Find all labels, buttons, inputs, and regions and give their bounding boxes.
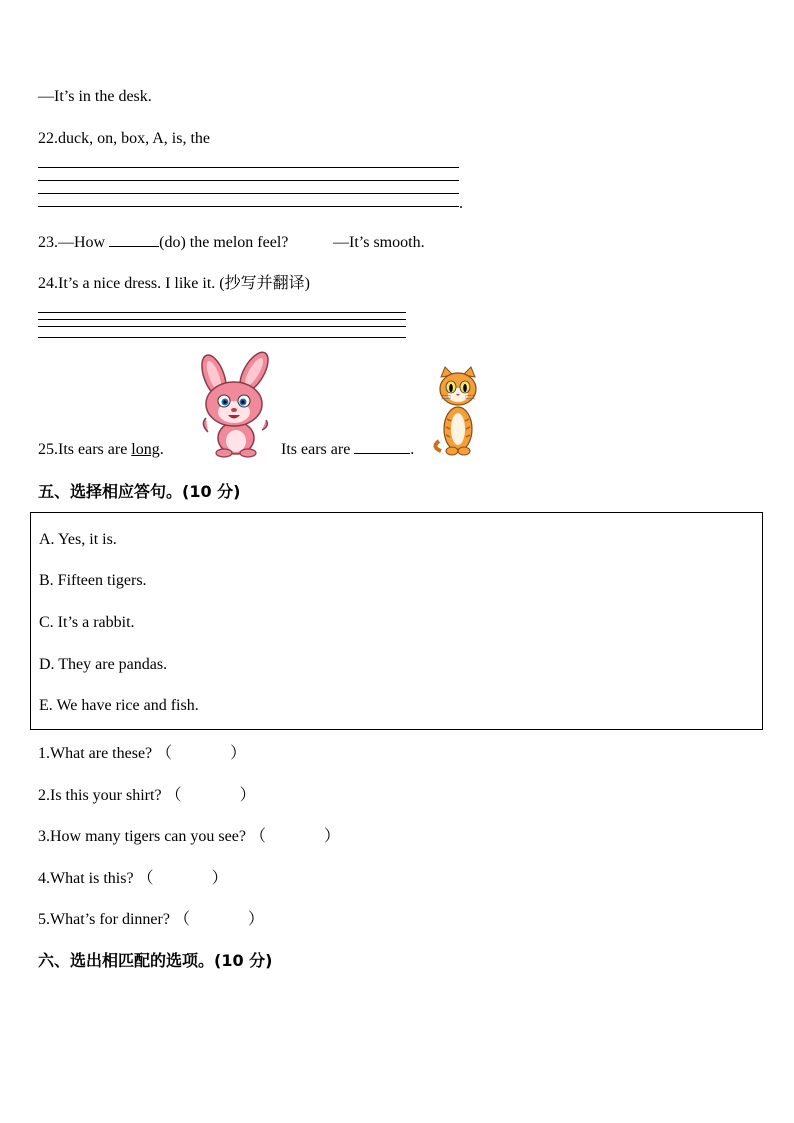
q25-underlined-word: long (131, 441, 160, 458)
question-2-text: 2.Is this your shirt? (38, 787, 162, 804)
question-4-text: 4.What is this? (38, 870, 134, 887)
q23-answer: —It’s smooth. (333, 234, 425, 251)
question-5-answer-bracket[interactable]: （ ） (173, 911, 264, 928)
cat-illustration (433, 367, 483, 459)
q23-answer-blank[interactable] (109, 246, 159, 247)
section5-options-box (30, 512, 763, 730)
option-d: D. They are pandas. (39, 656, 168, 673)
q25-second-sentence (281, 440, 414, 460)
q21-answer: —It’s in the desk. (38, 88, 152, 105)
section6-title: 六、选出相匹配的选项。(10 分) (38, 951, 273, 970)
cat-icon (435, 367, 476, 455)
question-5-text: 5.What’s for dinner? (38, 911, 170, 928)
q23-question (38, 233, 288, 253)
q22-writing-line-2[interactable] (38, 180, 459, 181)
q24-prompt: 24.It’s a nice dress. I like it. (抄写并翻译) (38, 275, 310, 292)
q24-writing-line-3[interactable] (38, 326, 406, 327)
q25-period: . (159, 441, 164, 458)
rabbit-icon (197, 348, 274, 457)
q24-writing-line-1[interactable] (38, 312, 406, 313)
q22-writing-line-3[interactable] (38, 193, 459, 194)
section5-question-2 (38, 786, 256, 806)
q25-first-sentence (38, 440, 164, 460)
question-3-text: 3.How many tigers can you see? (38, 828, 246, 845)
q22-end-mark: . (459, 195, 463, 212)
option-b: B. Fifteen tigers. (39, 572, 147, 589)
q24-writing-line-4[interactable] (38, 337, 406, 338)
section5-question-1 (38, 744, 246, 764)
question-3-answer-bracket[interactable]: （ ） (249, 828, 340, 845)
question-2-answer-bracket[interactable]: （ ） (165, 787, 256, 804)
q24-writing-line-2[interactable] (38, 319, 406, 320)
option-e: E. We have rice and fish. (39, 697, 199, 714)
section5-question-5 (38, 910, 264, 930)
question-1-answer-bracket[interactable]: （ ） (156, 745, 247, 762)
question-1-text: 1.What are these? (38, 745, 153, 762)
q25-answer-blank[interactable] (354, 453, 410, 454)
rabbit-illustration (190, 354, 290, 458)
q23-part1: —How (58, 234, 106, 251)
q25-end-mark: . (410, 441, 415, 458)
q23-number: 23. (38, 234, 58, 251)
section5-question-3 (38, 827, 340, 847)
section5-title: 五、选择相应答句。(10 分) (38, 482, 241, 501)
q25-label: 25.Its ears are (38, 441, 128, 458)
q25-second-text: Its ears are (281, 441, 351, 458)
q22-writing-line-4[interactable] (38, 206, 459, 207)
option-a: A. Yes, it is. (39, 531, 117, 548)
q22-writing-line-1[interactable] (38, 167, 459, 168)
q22-prompt: 22.duck, on, box, A, is, the (38, 130, 210, 147)
section5-question-4 (38, 869, 228, 889)
q23-part2: (do) the melon feel? (159, 234, 289, 251)
question-4-answer-bracket[interactable]: （ ） (137, 870, 228, 887)
option-c: C. It’s a rabbit. (39, 614, 135, 631)
